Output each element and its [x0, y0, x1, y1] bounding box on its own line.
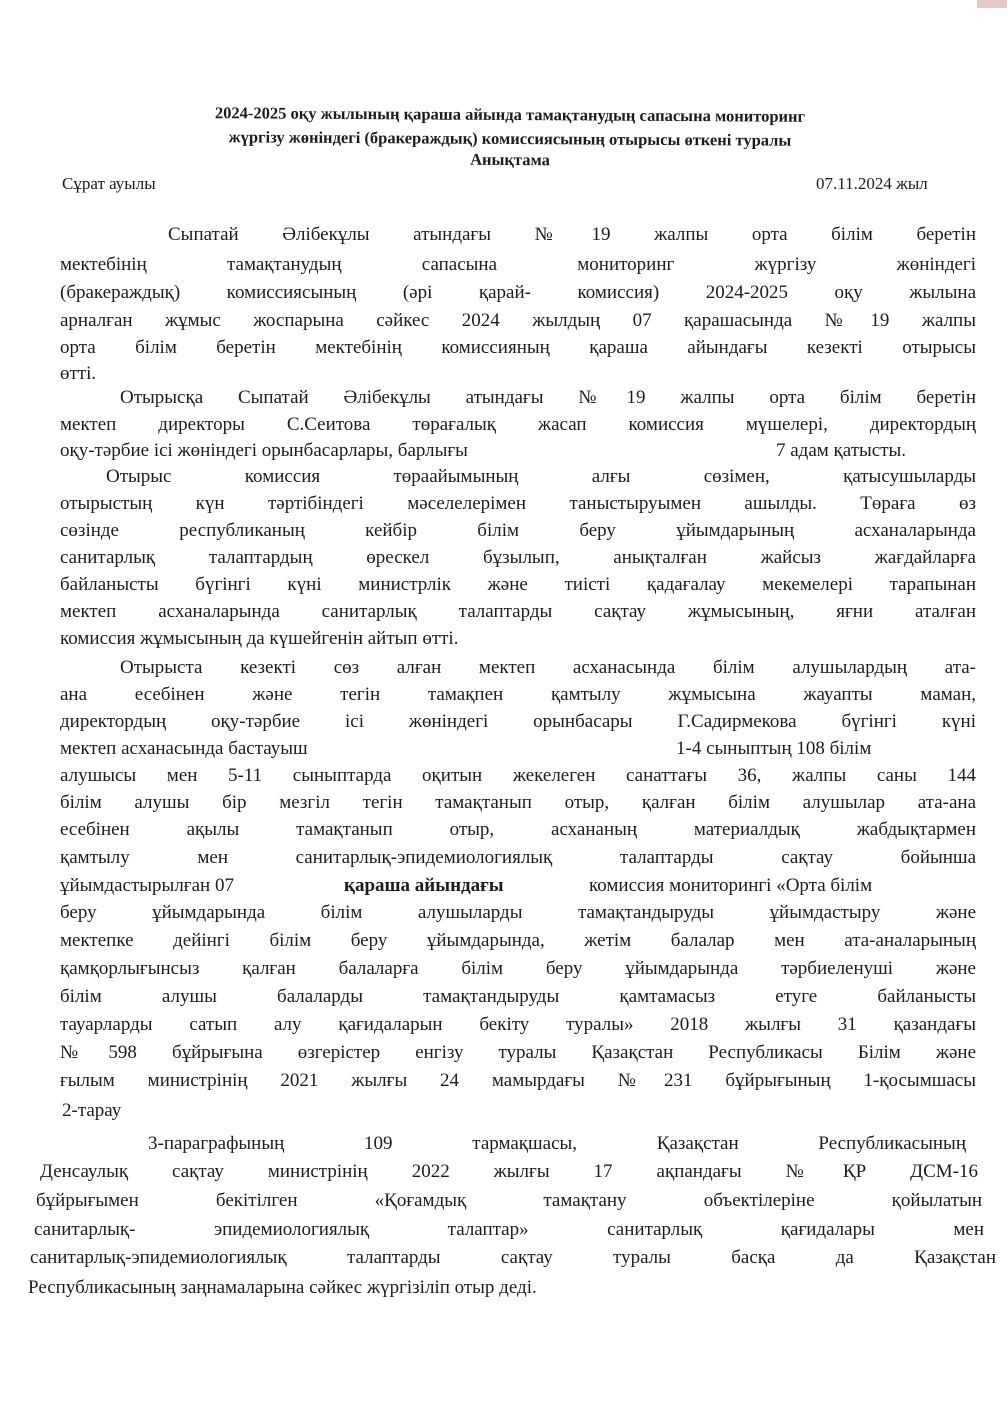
body-line: мектеп директоры С.Сеитова төрағалық жасап комиссия мүшелері, директордың: [60, 414, 976, 435]
body-line: Сыпатай Әлібекұлы атындағы №19 жалпы орта білім беретін: [168, 224, 976, 245]
body-line: сөзінде республиканың кейбір білім беру ұйымдарының асханаларында: [60, 520, 976, 541]
body-line: оқу-тәрбие ісі жөніндегі орынбасарлары, барлығы: [60, 440, 468, 461]
body-line: бұйрығымен бекітілген «Қоғамдық тамақтану объектілеріне қойылатын: [36, 1190, 982, 1211]
body-line: ғылым министрінің 2021 жылғы 24 мамырдағы №231 бұйрығының 1-қосымшасы: [60, 1070, 976, 1091]
body-line: санитарлық талаптардың өрескел бұзылып, анықталған жайсыз жағдайларға: [60, 547, 976, 568]
body-line: (бракераждық) комиссиясының (әрі қарай- комиссия) 2024-2025 оқу жылына: [60, 282, 976, 303]
body-line: комиссия жұмысының да күшейгенін айтып өтті.: [60, 628, 459, 649]
scan-edge-mark: [977, 0, 1007, 8]
body-line: есебінен ақылы тамақтанып отыр, асхананың материалдық жабдықтармен: [60, 819, 976, 840]
body-line: білім алушы балаларды тамақтандыруды қамтамасыз етуге байланысты: [60, 986, 976, 1007]
body-line: 3-параграфының 109 тармақшасы, Қазақстан Республикасының: [148, 1133, 966, 1154]
body-line: мектепке дейінгі білім беру ұйымдарында, жетім балалар мен ата-аналарының: [60, 930, 976, 951]
title-line-1: 2024-2025 оқу жылының қараша айында тамақтанудың сапасына мониторинг: [214, 103, 806, 126]
place-label: Сұрат ауылы: [62, 174, 156, 193]
body-line: мектеп асханаларында санитарлық талаптарды сақтау жұмысының, яғни аталған: [60, 601, 976, 622]
body-line: қамтылу мен санитарлық-эпидемиологиялық талаптарды сақтау бойынша: [60, 847, 976, 868]
body-line: мектеп асханасында бастауыш: [60, 738, 308, 759]
body-line: Отырыста кезекті сөз алған мектеп асханасында білім алушылардың ата-: [120, 657, 976, 678]
body-line: 1-4 сыныптың 108 білім: [676, 738, 872, 759]
body-line: қамқорлығынсыз қалған балаларға білім беру ұйымдарында тәрбиеленуші және: [60, 958, 976, 979]
body-line: Республикасының заңнамаларына сәйкес жүргізіліп отыр деді.: [28, 1277, 537, 1298]
body-line: Денсаулық сақтау министрінің 2022 жылғы 17 ақпандағы №ҚР ДСМ-16: [40, 1161, 978, 1182]
body-line: орта білім беретін мектебінің комиссияның қараша айындағы кезекті отырысы: [60, 337, 976, 358]
body-line: арналған жұмыс жоспарына сәйкес 2024 жылдың 07 қарашасында №19 жалпы: [60, 310, 976, 331]
body-line: мектебінің тамақтанудың сапасына мониторинг жүргізу жөніндегі: [60, 254, 976, 275]
body-line: білім алушы бір мезгіл тегін тамақтанып отыр, қалған білім алушылар ата-ана: [60, 792, 976, 813]
body-line: санитарлық-эпидемиологиялық талаптарды сақтау туралы басқа да Қазақстан: [30, 1247, 996, 1268]
date-label: 07.11.2024 жыл: [816, 174, 928, 193]
body-line: №598 бұйрығына өзгерістер енгізу туралы Қазақстан Республикасы Білім және: [60, 1042, 976, 1063]
body-line: беру ұйымдарында білім алушыларды тамақтандыруды ұйымдастыру және: [60, 902, 976, 923]
title-line-2: жүргізу жөніндегі (бракераждық) комиссиясының отырысы өткені туралы: [228, 127, 792, 150]
body-line: директордың оқу-тәрбие ісі жөніндегі орынбасары Г.Садирмекова бүгінгі күні: [60, 711, 976, 732]
body-line: байланысты бүгінгі күні министрлік және тиісті қадағалау мекемелері тарапынан: [60, 574, 976, 595]
body-line: тауарларды сатып алу қағидаларын бекіту туралы» 2018 жылғы 31 қазандағы: [60, 1014, 976, 1035]
body-line: алушысы мен 5-11 сыныптарда оқитын жекелеген санаттағы 36, жалпы саны 144: [60, 765, 976, 786]
body-line: өтті.: [60, 363, 97, 384]
body-line: санитарлық- эпидемиологиялық талаптар» санитарлық қағидалары мен: [34, 1219, 984, 1240]
body-line: 7 адам қатысты.: [776, 440, 907, 461]
body-line: ана есебінен және тегін тамақпен қамтылу жұмысына жауапты маман,: [60, 684, 976, 705]
body-line: Отырысқа Сыпатай Әлібекұлы атындағы №19 жалпы орта білім беретін: [120, 387, 976, 408]
body-line: 2-тарау: [62, 1100, 122, 1121]
body-line: отырыстың күн тәртібіндегі мәселелерімен таныстыруымен ашылды. Төраға өз: [60, 493, 976, 514]
body-line: комиссия мониторингі «Орта білім: [589, 875, 873, 896]
body-line: ұйымдастырылған 07: [60, 875, 234, 896]
body-line-bold: қараша айындағы: [344, 875, 504, 896]
body-line: Отырыс комиссия төраайымының алғы сөзімен, қатысушыларды: [106, 466, 976, 487]
title-line-3: Анықтама: [470, 149, 550, 170]
